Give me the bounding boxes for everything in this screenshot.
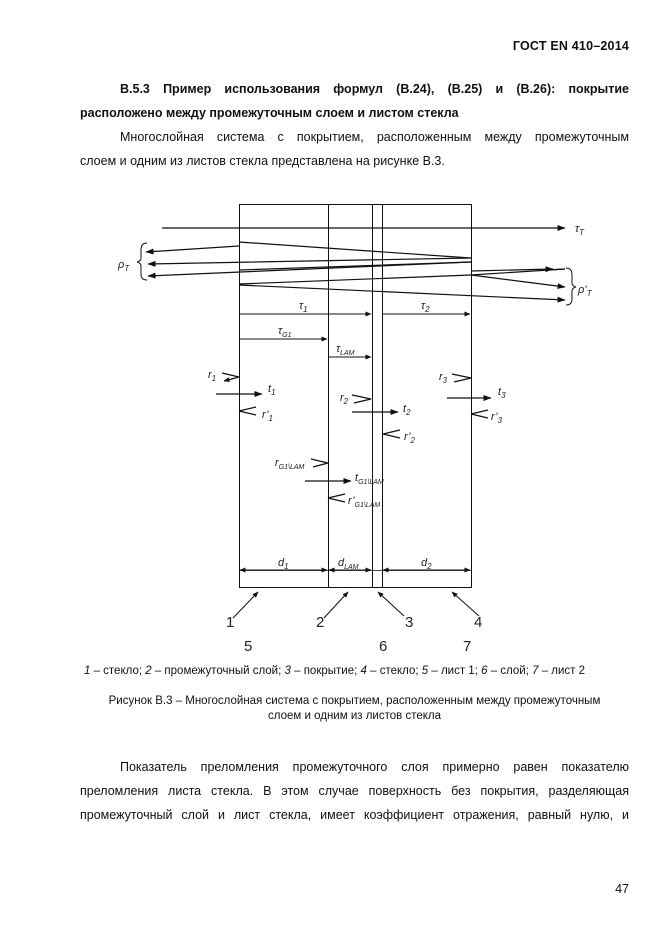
number-6: 6 [379, 638, 388, 655]
body-line-1: Показатель преломления промежуточного слоя примерно равен показателю [120, 760, 629, 774]
label-r2: $r_2$ [340, 392, 349, 406]
section-heading-line-2: расположено между промежуточным слоем и листом стекла [80, 106, 459, 120]
number-3: 3 [405, 614, 414, 631]
legend-text: – промежуточный слой; [151, 665, 285, 677]
label-r2-prime: $r’_2$ [404, 431, 415, 445]
body-line-3: промежуточный слой и лист стекла, имеет коэффициент отражения, равный нулю, и [80, 808, 629, 822]
label-r1-prime: $r’_1$ [262, 409, 273, 423]
caption-line-1: Рисунок В.3 – Многослойная система с покрытием, расположенным между промежуточным [108, 695, 601, 707]
label-d2: $d_2$ [421, 557, 432, 571]
label-rho-t: $\rho_T$ [118, 259, 130, 273]
page-number: 47 [615, 882, 629, 896]
label-tau-1: $\tau_1$ [299, 300, 308, 314]
label-tau-2: $\tau_2$ [421, 300, 430, 314]
label-t3: $t_3$ [498, 386, 506, 400]
ray-paths [146, 228, 565, 300]
label-d1: $d_1$ [278, 557, 289, 571]
legend-text: – стекло; [90, 665, 146, 677]
label-r3: $r_3$ [439, 371, 448, 385]
section-heading-line-1: В.5.3 Пример использования формул (В.24), (В.25) и (В.26): покрытие [120, 82, 629, 96]
document-header: ГОСТ EN 410–2014 [512, 39, 629, 53]
caption-line-2: слоем и одним из листов стекла [268, 710, 441, 722]
label-t1: $t_1$ [268, 383, 276, 397]
legend-text: – стекло; [366, 665, 422, 677]
label-r3-prime: $r’_3$ [491, 411, 502, 425]
legend-text: – покрытие; [290, 665, 361, 677]
body-paragraph [80, 755, 629, 827]
number-4: 4 [474, 614, 483, 631]
legend-number: 7 [532, 665, 539, 677]
legend-text: – лист 1; [428, 665, 482, 677]
legend-number: 2 [145, 665, 152, 677]
label-r1: $r_1$ [208, 369, 217, 383]
intro-line-2: слоем и одним из листов стекла представлена на рисунке В.3. [80, 154, 445, 168]
dimension-arrows [240, 314, 470, 570]
figure-legend [40, 665, 629, 677]
figure-numbers [226, 614, 482, 655]
legend-number: 4 [360, 665, 367, 677]
label-rho-t-prime: $\rho’_T$ [578, 284, 592, 298]
legend-number: 5 [421, 665, 429, 677]
legend-number: 1 [83, 665, 91, 677]
figure-labels [117, 223, 593, 571]
label-tau-lam: $\tau_{LAM}$ [336, 343, 355, 357]
number-2: 2 [316, 614, 325, 631]
label-tau-g1: $\tau_{G1}$ [278, 325, 292, 339]
legend-number: 6 [481, 665, 488, 677]
legend-text: – слой; [487, 665, 533, 677]
label-t-g1-lam: $t_{G1\backslash LAM}$ [355, 472, 384, 486]
number-7: 7 [463, 638, 472, 655]
label-r-g1-lam-prime: $r’_{G1\backslash LAM}$ [348, 495, 381, 509]
label-tau-t: $\tau_T$ [575, 223, 585, 237]
legend-number: 3 [284, 665, 291, 677]
figure-caption [80, 694, 629, 724]
label-r-g1-lam: $r_{G1\backslash LAM}$ [275, 457, 305, 471]
legend-text: – лист 2 [538, 665, 586, 677]
intro-line-1: Многослойная система с покрытием, расположенным между промежуточным [120, 130, 629, 144]
label-t2: $t_2$ [403, 403, 411, 417]
label-d-lam: $d_{LAM}$ [338, 557, 359, 571]
leader-lines [233, 592, 479, 618]
body-line-2: преломления листа стекла. В этом случае поверхность без покрытия, разделяющая [80, 784, 629, 798]
number-1: 1 [226, 614, 235, 631]
number-5: 5 [244, 638, 253, 655]
interface-arrows [216, 373, 491, 502]
